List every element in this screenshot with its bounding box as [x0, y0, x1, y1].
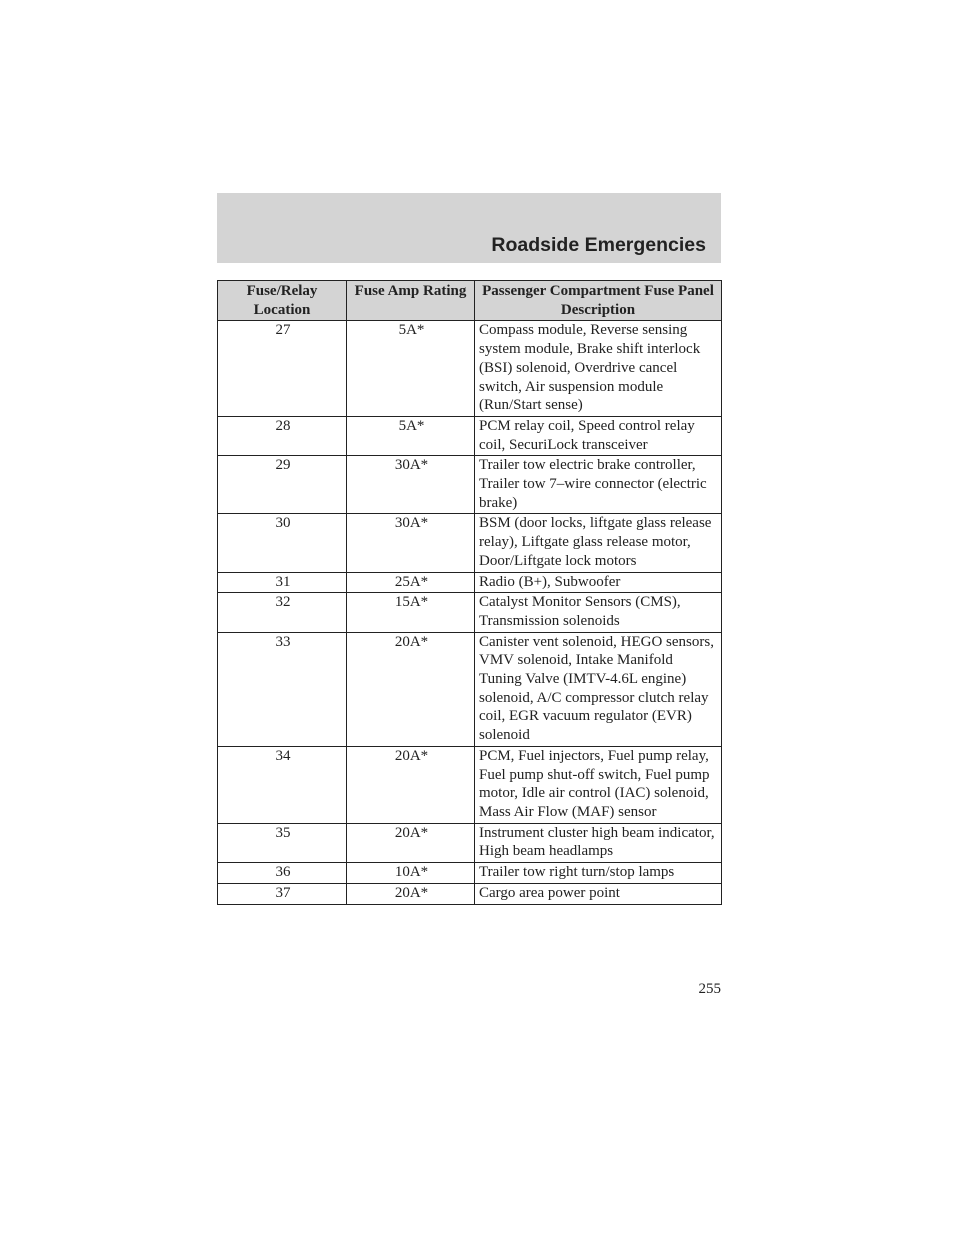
- fuse-table: [217, 280, 722, 905]
- table-body: [218, 321, 722, 904]
- fuse-location-cell: 27: [218, 321, 347, 417]
- fuse-rating-cell: 30A*: [347, 514, 475, 572]
- section-header-band: [217, 193, 721, 263]
- fuse-location-cell: 29: [218, 456, 347, 514]
- fuse-description-cell: Trailer tow electric brake controller, Trailer tow 7–wire connector (electric brake): [475, 456, 722, 514]
- table-row: [218, 514, 722, 572]
- column-header-rating: Fuse Amp Rating: [347, 281, 475, 321]
- column-header-description: Passenger Compartment Fuse Panel Description: [475, 281, 722, 321]
- table-row: [218, 863, 722, 884]
- fuse-rating-cell: 15A*: [347, 593, 475, 632]
- fuse-rating-cell: 20A*: [347, 823, 475, 862]
- table-row: [218, 883, 722, 904]
- table-header-row: [218, 281, 722, 321]
- fuse-location-cell: 34: [218, 746, 347, 823]
- fuse-location-cell: 31: [218, 572, 347, 593]
- fuse-description-cell: Instrument cluster high beam indicator, High beam headlamps: [475, 823, 722, 862]
- table-row: [218, 632, 722, 746]
- fuse-location-cell: 36: [218, 863, 347, 884]
- fuse-description-cell: Catalyst Monitor Sensors (CMS), Transmission solenoids: [475, 593, 722, 632]
- table-row: [218, 321, 722, 417]
- page-number: 255: [698, 981, 721, 997]
- fuse-description-cell: PCM, Fuel injectors, Fuel pump relay, Fuel pump shut-off switch, Fuel pump motor, Idle air control (IAC) solenoid, Mass Air Flow (MAF) sensor: [475, 746, 722, 823]
- fuse-description-cell: Radio (B+), Subwoofer: [475, 572, 722, 593]
- fuse-description-cell: Canister vent solenoid, HEGO sensors, VMV solenoid, Intake Manifold Tuning Valve (IMTV-4.6L engine) solenoid, A/C compressor clutch relay coil, EGR vacuum regulator (EVR) solenoid: [475, 632, 722, 746]
- fuse-location-cell: 30: [218, 514, 347, 572]
- table-row: [218, 593, 722, 632]
- fuse-location-cell: 32: [218, 593, 347, 632]
- column-header-location: Fuse/Relay Location: [218, 281, 347, 321]
- fuse-description-cell: BSM (door locks, liftgate glass release relay), Liftgate glass release motor, Door/Liftgate lock motors: [475, 514, 722, 572]
- fuse-rating-cell: 20A*: [347, 632, 475, 746]
- fuse-rating-cell: 20A*: [347, 883, 475, 904]
- fuse-description-cell: Cargo area power point: [475, 883, 722, 904]
- fuse-description-cell: Compass module, Reverse sensing system module, Brake shift interlock (BSI) solenoid, Overdrive cancel switch, Air suspension module (Run/Start sense): [475, 321, 722, 417]
- table-row: [218, 746, 722, 823]
- table-row: [218, 823, 722, 862]
- fuse-rating-cell: 10A*: [347, 863, 475, 884]
- section-title: Roadside Emergencies: [491, 234, 706, 256]
- fuse-description-cell: Trailer tow right turn/stop lamps: [475, 863, 722, 884]
- fuse-location-cell: 33: [218, 632, 347, 746]
- fuse-rating-cell: 30A*: [347, 456, 475, 514]
- fuse-location-cell: 37: [218, 883, 347, 904]
- fuse-description-cell: PCM relay coil, Speed control relay coil, SecuriLock transceiver: [475, 416, 722, 455]
- fuse-rating-cell: 25A*: [347, 572, 475, 593]
- fuse-location-cell: 28: [218, 416, 347, 455]
- fuse-location-cell: 35: [218, 823, 347, 862]
- fuse-rating-cell: 5A*: [347, 321, 475, 417]
- table-row: [218, 572, 722, 593]
- fuse-rating-cell: 5A*: [347, 416, 475, 455]
- table-row: [218, 456, 722, 514]
- table-row: [218, 416, 722, 455]
- fuse-rating-cell: 20A*: [347, 746, 475, 823]
